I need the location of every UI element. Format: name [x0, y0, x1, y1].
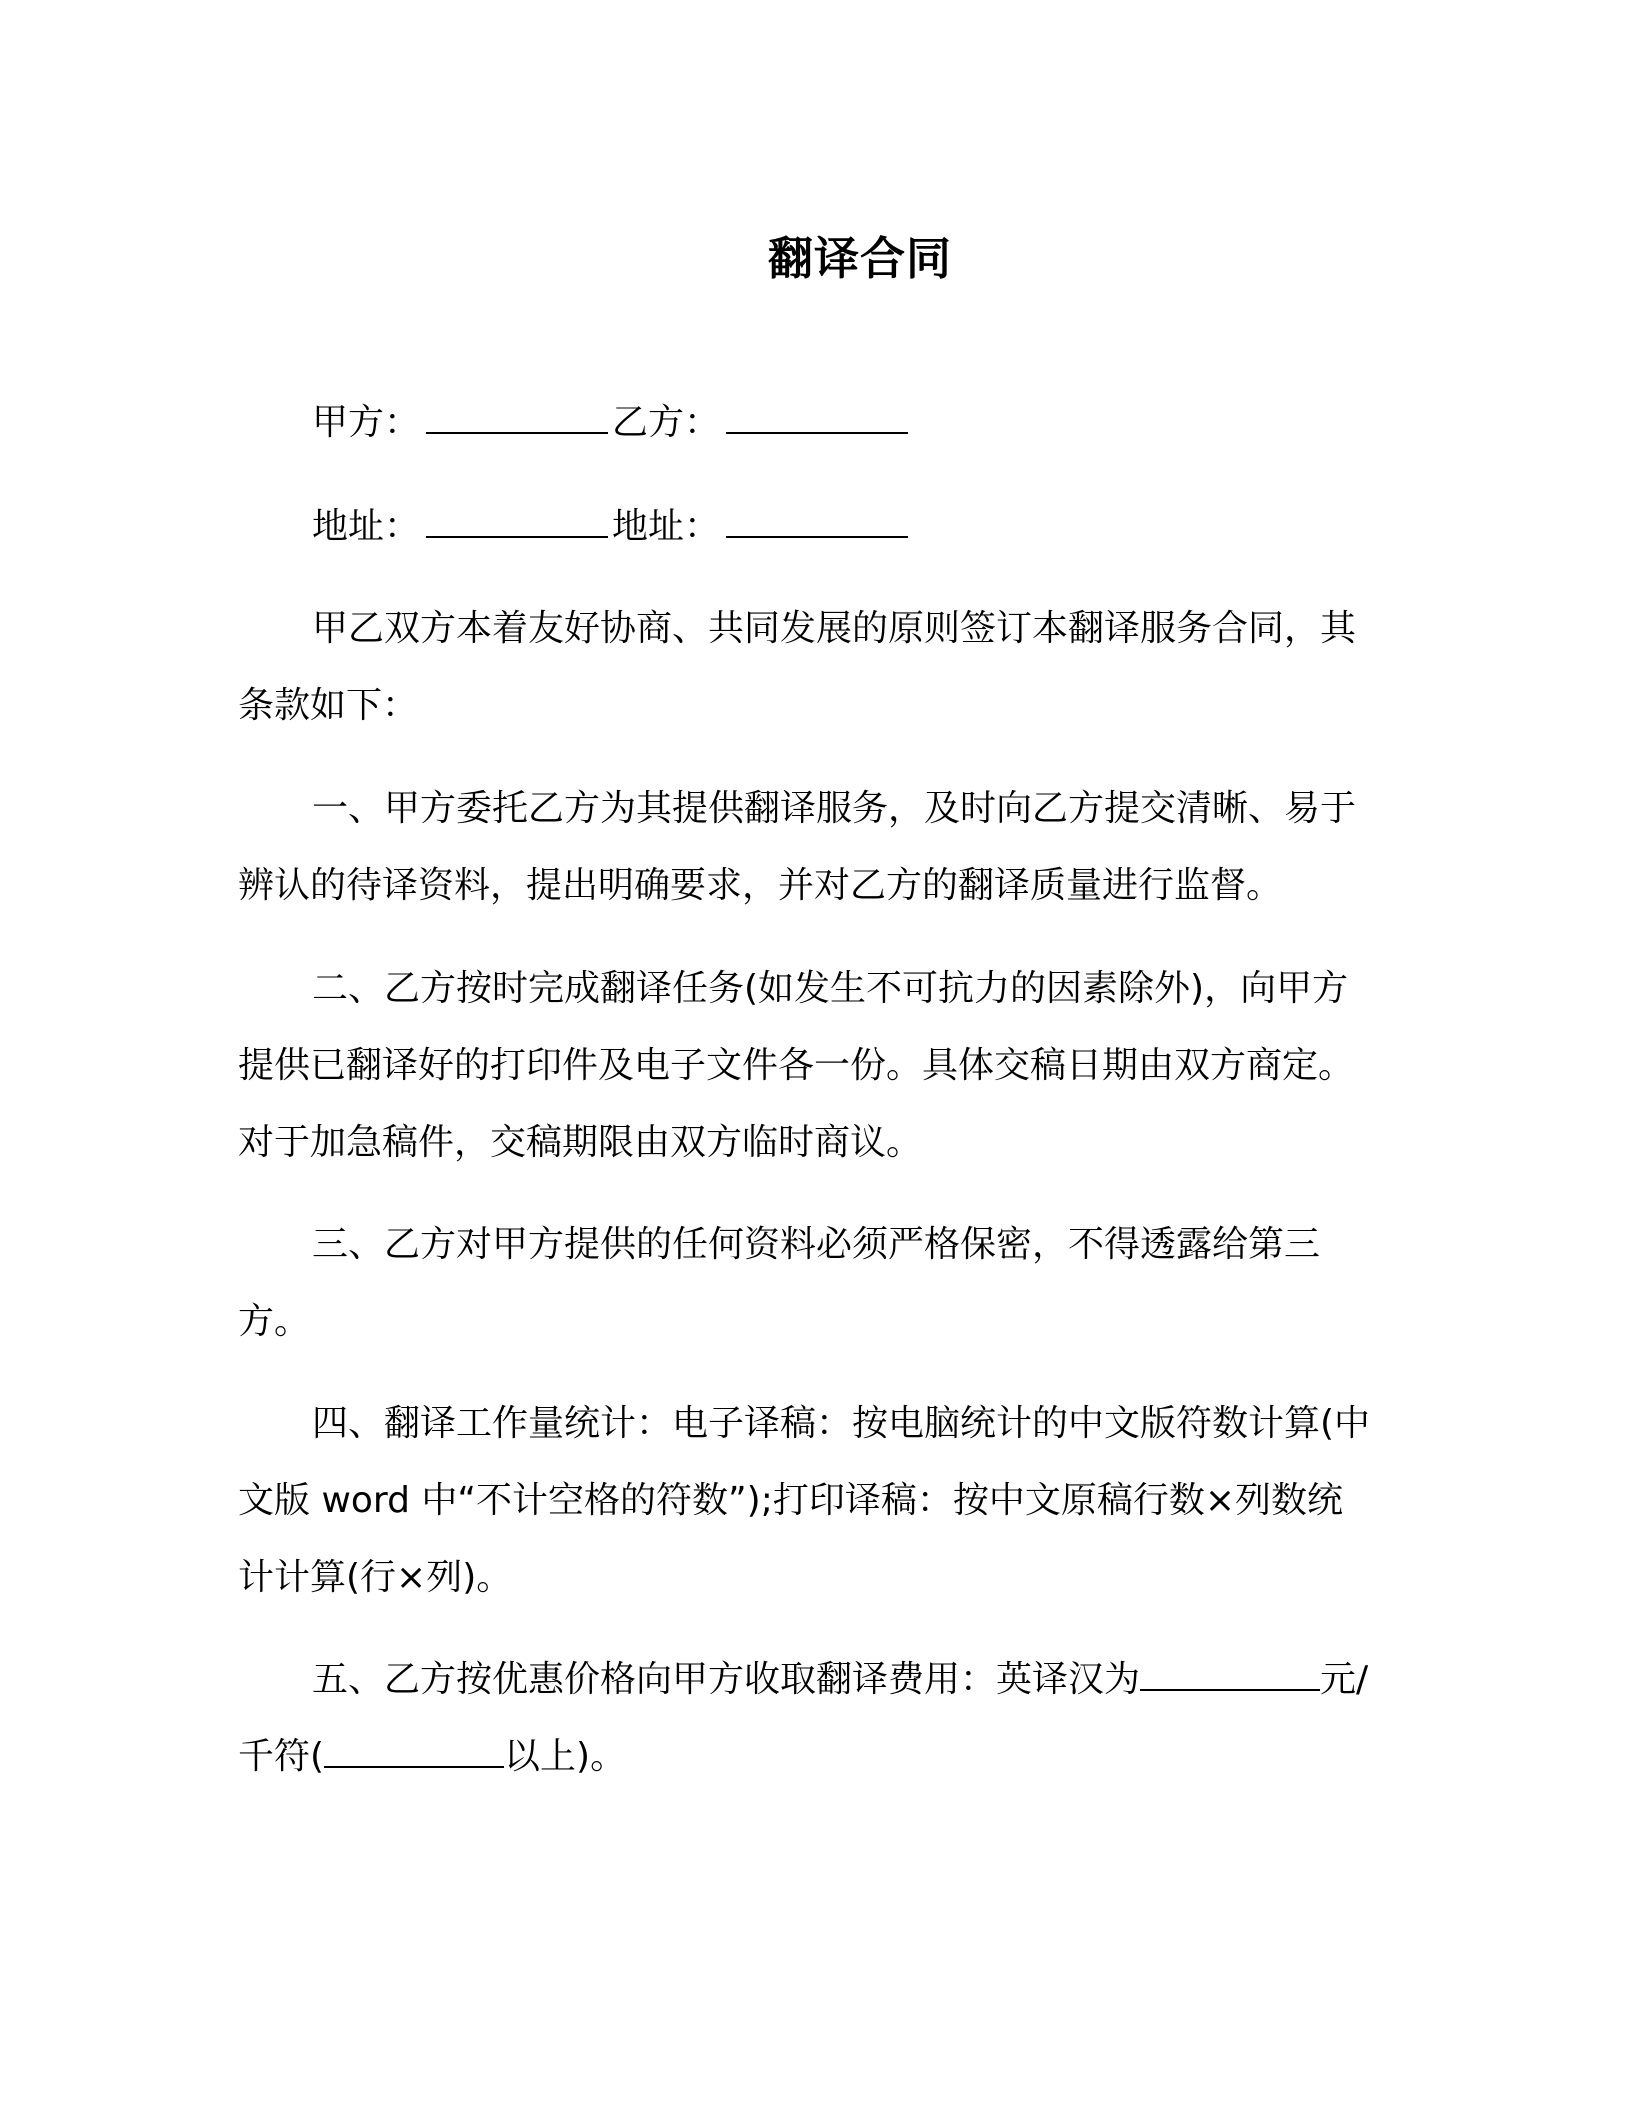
fee-rate-blank[interactable] — [1140, 1659, 1320, 1691]
party-a-blank[interactable] — [426, 402, 608, 434]
party-b-blank[interactable] — [726, 402, 908, 434]
clause-4: 四、翻译工作量统计：电子译稿：按电脑统计的中文版符数计算(中文版 word 中“不计空格的符数”);打印译稿：按中文原稿行数×列数统计计算(行×列)。 — [238, 1403, 1371, 1598]
address-a-blank[interactable] — [426, 506, 608, 538]
address-a-label: 地址： — [312, 506, 421, 547]
address-b-blank[interactable] — [726, 506, 908, 538]
clause-5 — [238, 1641, 1378, 1795]
party-a-label: 甲方： — [312, 402, 421, 443]
clause-5-text-2: 元/千符( — [238, 1659, 1369, 1777]
clause-2: 二、乙方按时完成翻译任务(如发生不可抗力的因素除外)，向甲方提供已翻译好的打印件及电子文件各一份。具体交稿日期由双方商定。对于加急稿件，交稿期限由双方临时商议。 — [238, 968, 1355, 1163]
clause-3: 三、乙方对甲方提供的任何资料必须严格保密，不得透露给第三方。 — [238, 1224, 1321, 1342]
clause-5-text-1: 五、乙方按优惠价格向甲方收取翻译费用：英译汉为 — [312, 1659, 1141, 1700]
address-b-label: 地址： — [612, 506, 721, 547]
minimum-volume-blank[interactable] — [324, 1736, 504, 1768]
intro-paragraph: 甲乙双方本着友好协商、共同发展的原则签订本翻译服务合同，其条款如下： — [238, 608, 1357, 726]
party-line — [312, 402, 912, 441]
clause-1: 一、甲方委托乙方为其提供翻译服务，及时向乙方提交清晰、易于辨认的待译资料，提出明确要求，并对乙方的翻译质量进行监督。 — [238, 788, 1357, 906]
party-b-label: 乙方： — [612, 402, 721, 443]
clause-5-text-3: 以上)。 — [504, 1736, 627, 1777]
document-title: 翻译合同 — [767, 232, 952, 285]
address-line — [312, 506, 912, 545]
